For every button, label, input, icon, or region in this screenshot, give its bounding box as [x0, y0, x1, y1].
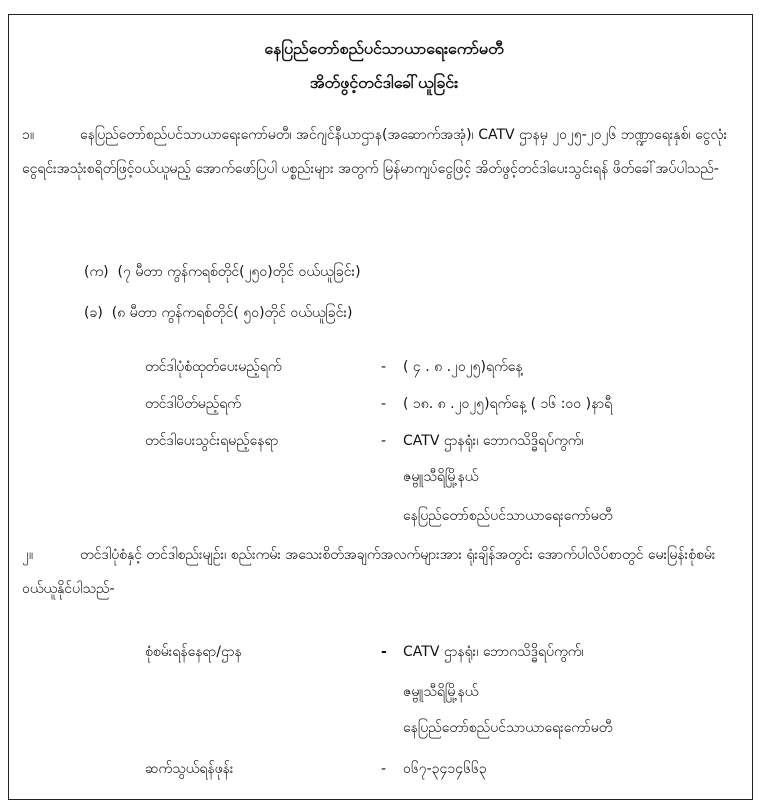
issue-date-label: တင်ဒါပုံစံထုတ်ပေးမည့်ရက်: [145, 359, 282, 375]
inquiry-place-line-3: နေပြည်တော်စည်ပင်သာယာရေးကော်မတီ: [403, 720, 613, 736]
submit-place-row: [145, 431, 584, 452]
notice-title: နေပြည်တော်စည်ပင်သာယာရေးကော်မတီ: [264, 39, 504, 58]
inquiry-place-row: [145, 642, 584, 663]
paragraph-1-text: နေပြည်တော်စည်ပင်သာယာရေးကော်မတီ၊ အင်ဂျင်နီယာဌာန(အဆောက်အအုံ)၊ CATV ဌာနမှ ၂၀၂၅-၂၀၂၆ ဘဏ္ဍာရေးနှစ်၊ ငွေလုံးငွေရင်းအသုံးစရိတ်ဖြင့်ဝယ်ယူမည့် အောက်ဖော်ပြပါ ပစ္စည်းများ အတွက် မြန်မာကျပ်ငွေဖြင့် အိတ်ဖွင့်တင်ဒါပေးသွင်းရန် ဖိတ်ခေါ်အပ်ပါသည်-: [22, 127, 728, 177]
phone-dash: -: [381, 761, 387, 777]
issue-date-row: [145, 357, 523, 378]
issue-date-dash: -: [381, 359, 387, 375]
tender-item-ka-text: (၇ မီတာ ကွန်ကရစ်တိုင်(၂၅၀)တိုင် ဝယ်ယူခြင်း): [117, 264, 361, 280]
close-date-dash: -: [381, 396, 387, 412]
close-date-label: တင်ဒါပိတ်မည့်ရက်: [145, 396, 242, 412]
paragraph-2: [22, 538, 746, 606]
close-date-value: ( ၁၈. ၈ .၂၀၂၅)ရက်နေ့ ( ၁၆ :၀၀ )နာရီ: [403, 396, 613, 412]
submit-place-label: တင်ဒါပေးသွင်းရမည့်နေရာ: [145, 433, 279, 449]
paragraph-2-text: တင်ဒါပုံစံနှင့် တင်ဒါစည်းမျဉ်း၊ စည်းကမ်း အသေးစိတ်အချက်အလက်များအား ရုံးချိန်အတွင်း အောက်ပါလိပ်စာတွင် မေးမြန်းစုံစမ်းဝယ်ယူနိုင်ပါသည်-: [22, 547, 716, 597]
issue-date-value: ( ၄ . ၈ .၂၀၂၅)ရက်နေ့: [403, 359, 523, 375]
tender-item-kha-text: (၈ မီတာ ကွန်ကရစ်တိုင်( ၅၀)တိုင် ဝယ်ယူခြင်း): [111, 305, 353, 321]
paragraph-2-number: ၂။: [22, 547, 34, 563]
paragraph-1-number: ၁။: [22, 127, 35, 143]
submit-place-line-2: ဇမ္ဗူသီရိမြို့နယ်: [403, 469, 479, 485]
submit-place-dash: -: [381, 433, 387, 449]
phone-row: [145, 759, 487, 780]
tender-item-ka-label: (က): [84, 264, 109, 280]
phone-value: ၀၆၇-၃၄၁၄၆၆၃: [403, 761, 487, 777]
inquiry-place-line-1: CATV ဌာနရုံး၊ ဘောဂသိဒ္ဓိရပ်ကွက်၊: [403, 644, 584, 660]
paragraph-1: [22, 118, 746, 186]
notice-subtitle: အိတ်ဖွင့်တင်ဒါခေါ်ယူခြင်း: [309, 73, 459, 92]
inquiry-place-dash: -: [381, 644, 387, 660]
tender-item-kha: [84, 303, 352, 324]
submit-place-line-1: CATV ဌာနရုံး၊ ဘောဂသိဒ္ဓိရပ်ကွက်၊: [403, 433, 584, 449]
tender-item-ka: [84, 262, 361, 283]
submit-place-line-3: နေပြည်တော်စည်ပင်သာယာရေးကော်မတီ: [403, 508, 613, 524]
phone-label: ဆက်သွယ်ရန်ဖုန်း: [145, 761, 234, 777]
inquiry-place-line-2: ဇမ္ဗူသီရိမြို့နယ်: [403, 684, 479, 700]
close-date-row: [145, 394, 612, 415]
tender-item-kha-label: (ခ): [84, 305, 103, 321]
inquiry-place-label: စုံစမ်းရန်နေရာ/ဌာန: [145, 644, 242, 660]
